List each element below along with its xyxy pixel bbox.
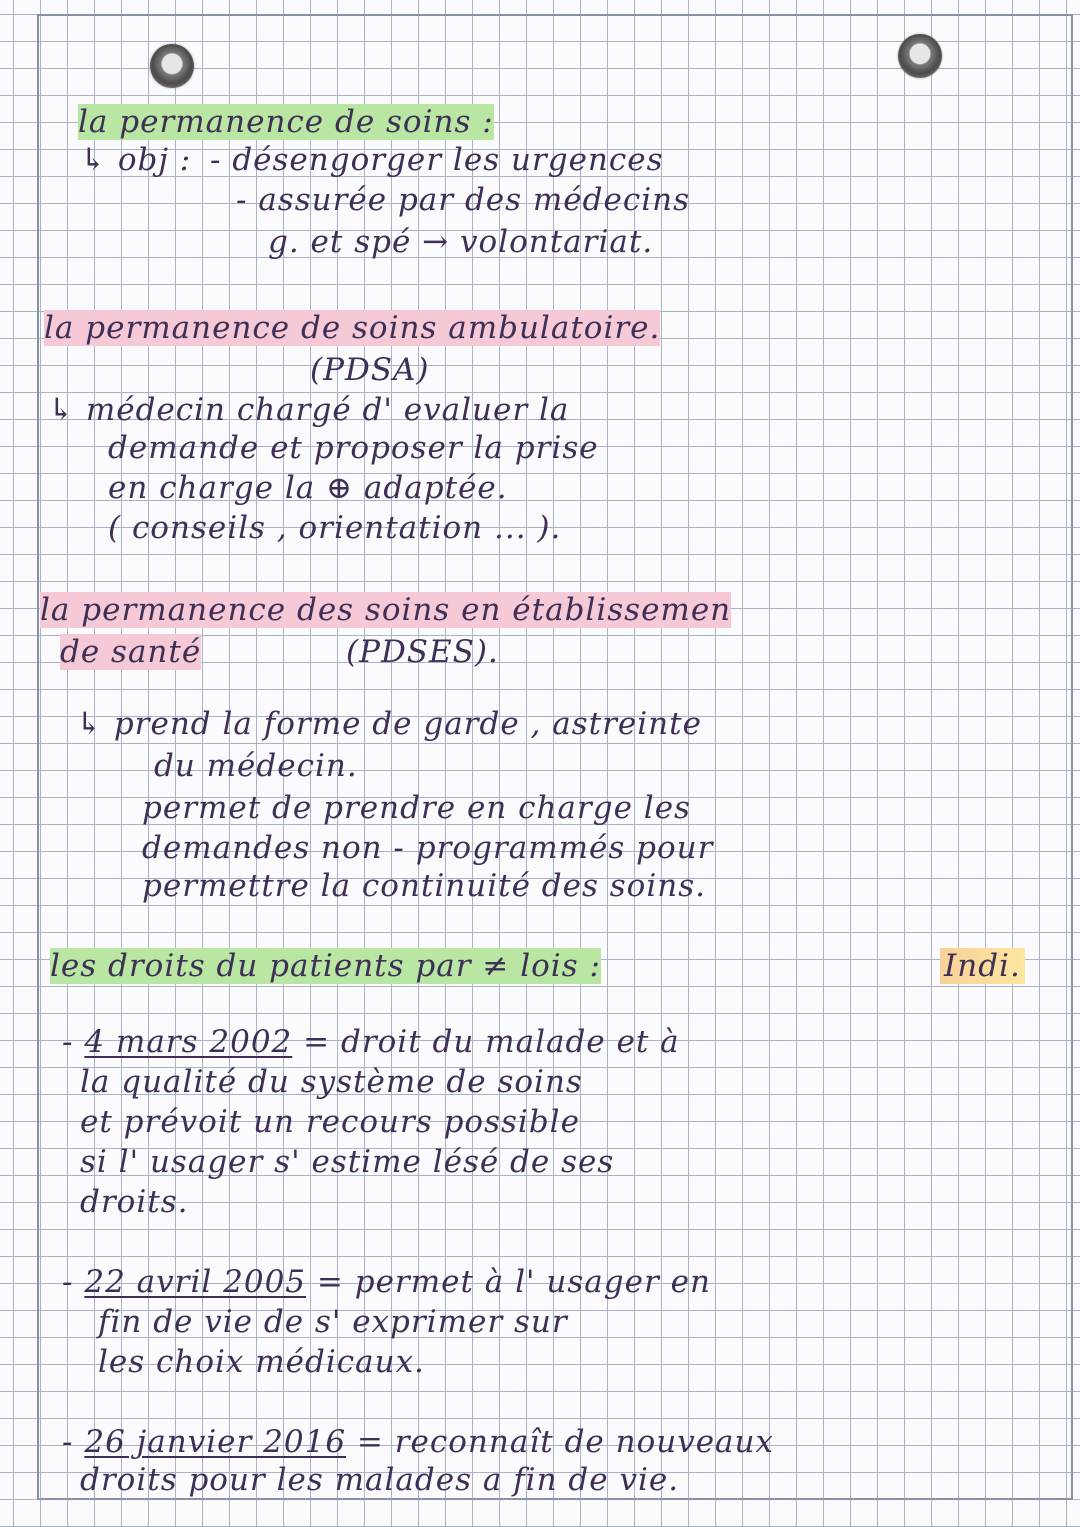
law-desc-2005: = permet à l' usager en (316, 1264, 711, 1300)
section-title-permanence-soins: la permanence de soins : (78, 104, 494, 140)
section-title-pdses-line-2: de santé (60, 634, 202, 670)
law-date-2002: 4 mars 2002 (84, 1024, 293, 1060)
law-2002-line-4: si l' usager s' estime lésé de ses (80, 1144, 615, 1180)
law-2005-line-2: fin de vie de s' exprimer sur (98, 1304, 568, 1340)
objective-label: ↳ obj : (80, 142, 192, 178)
law-2002-line-5: droits. (80, 1184, 189, 1220)
objective-item-3: g. et spé → volontariat. (268, 224, 654, 260)
pdses-line-1: ↳ prend la forme de garde , astreinte (76, 706, 702, 742)
tag-indi: Indi. (940, 948, 1025, 984)
law-date-2005: 22 avril 2005 (84, 1264, 307, 1300)
objective-item-1: - désengorger les urgences (210, 142, 664, 178)
section-title-pdsa: la permanence de soins ambulatoire. (44, 310, 661, 346)
law-desc-2016: = reconnaît de nouveaux (356, 1424, 774, 1460)
pdses-line-4: demandes non - programmés pour (142, 830, 714, 866)
pdses-line-2: du médecin. (154, 748, 358, 784)
section-title-pdses-line-1: la permanence des soins en établissemen (40, 592, 732, 628)
pdsa-line-2: demande et proposer la prise (108, 430, 599, 466)
law-2002-line-3: et prévoit un recours possible (80, 1104, 580, 1140)
objective-item-2: - assurée par des médecins (236, 182, 690, 218)
binder-hole-left-icon (150, 44, 194, 88)
pdsa-line-4: ( conseils , orientation ... ). (108, 510, 562, 546)
pdsa-line-3: en charge la ⊕ adaptée. (108, 470, 508, 506)
pdses-line-3: permet de prendre en charge les (142, 790, 691, 826)
law-date-2016: 26 janvier 2016 (84, 1424, 347, 1460)
binder-hole-right-icon (898, 34, 942, 78)
law-entry-2005: - 22 avril 2005 = permet à l' usager en (62, 1264, 711, 1300)
law-entry-2002: - 4 mars 2002 = droit du malade et à (62, 1024, 680, 1060)
acronym-pdsa: (PDSA) (310, 352, 430, 388)
law-2016-line-2: droits pour les malades a fin de vie. (80, 1462, 680, 1498)
law-2005-line-3: les choix médicaux. (98, 1344, 425, 1380)
pdsa-line-1: ↳ médecin chargé d' evaluer la (48, 392, 570, 428)
pdses-line-5: permettre la continuité des soins. (142, 868, 706, 904)
law-2002-line-2: la qualité du système de soins (80, 1064, 583, 1100)
acronym-pdses: (PDSES). (346, 634, 499, 670)
section-title-droits-patients: les droits du patients par ≠ lois : (50, 948, 601, 984)
law-desc-2002: = droit du malade et à (303, 1024, 680, 1060)
law-entry-2016: - 26 janvier 2016 = reconnaît de nouveaux (62, 1424, 774, 1460)
